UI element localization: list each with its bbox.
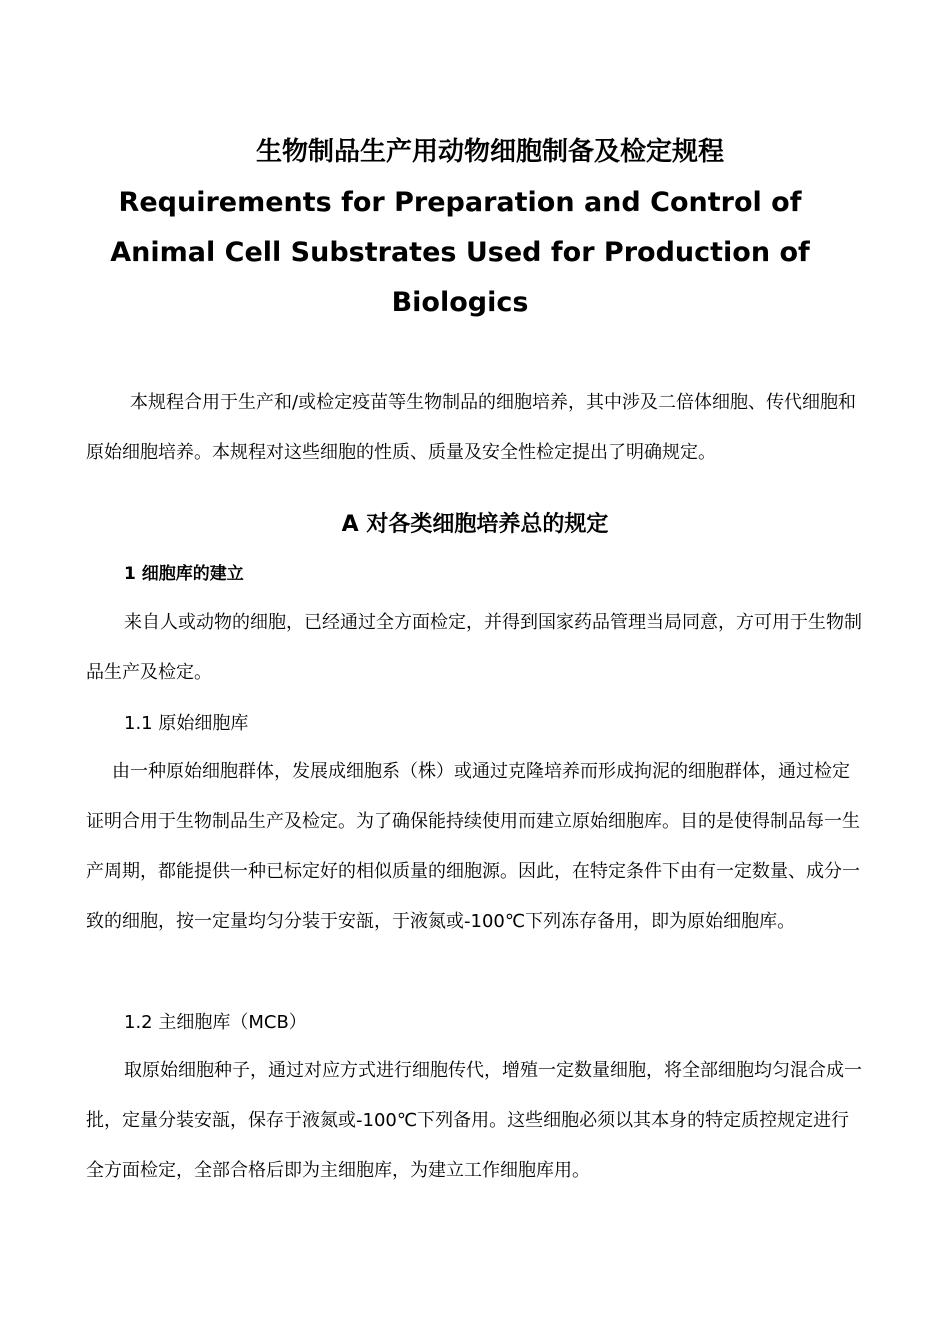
section-heading-a: A 对各类细胞培养总的规定 bbox=[341, 512, 609, 537]
heading-master-cell-bank: 1.2 主细胞库（MCB） bbox=[124, 1012, 307, 1033]
title-chinese: 生物制品生产用动物细胞制备及检定规程 bbox=[255, 137, 724, 167]
paragraph-cell-bank: 来自人或动物的细胞，已经通过全方面检定，并得到国家药品管理当局同意，方可用于生物制品生产及检定。 bbox=[86, 612, 862, 683]
heading-primary-cell-bank: 1.1 原始细胞库 bbox=[124, 713, 249, 734]
paragraph-primary-cell-bank: 由一种原始细胞群体，发展成细胞系（株）或通过克隆培养而形成拘泥的细胞群体，通过检定证明合用于生物制品生产及检定。为了确保能持续使用而建立原始细胞库。目的是使得制品每一生产周期，都能提供一种已标定好的相似质量的细胞源。因此，在特定条件下由有一定数量、成分一致的细胞，按一定量均匀分装于安瓿，于液氮或-100℃下列冻存备用，即为原始细胞库。 bbox=[86, 761, 860, 932]
intro-paragraph: 本规程合用于生产和/或检定疫苗等生物制品的细胞培养，其中涉及二倍体细胞、传代细胞和原始细胞培养。本规程对这些细胞的性质、质量及安全性检定提出了明确规定。 bbox=[86, 392, 857, 463]
title-english: Requirements for Preparation and Control of Animal Cell Substrates Used for Production of Biologics bbox=[110, 187, 810, 318]
paragraph-master-cell-bank: 取原始细胞种子，通过对应方式进行细胞传代，增殖一定数量细胞，将全部细胞均匀混合成一批，定量分装安瓿，保存于液氮或-100℃下列备用。这些细胞必须以其本身的特定质控规定进行全方面检定，全部合格后即为主细胞库，为建立工作细胞库用。 bbox=[86, 1060, 862, 1181]
heading-cell-bank: 1 细胞库的建立 bbox=[124, 564, 244, 584]
